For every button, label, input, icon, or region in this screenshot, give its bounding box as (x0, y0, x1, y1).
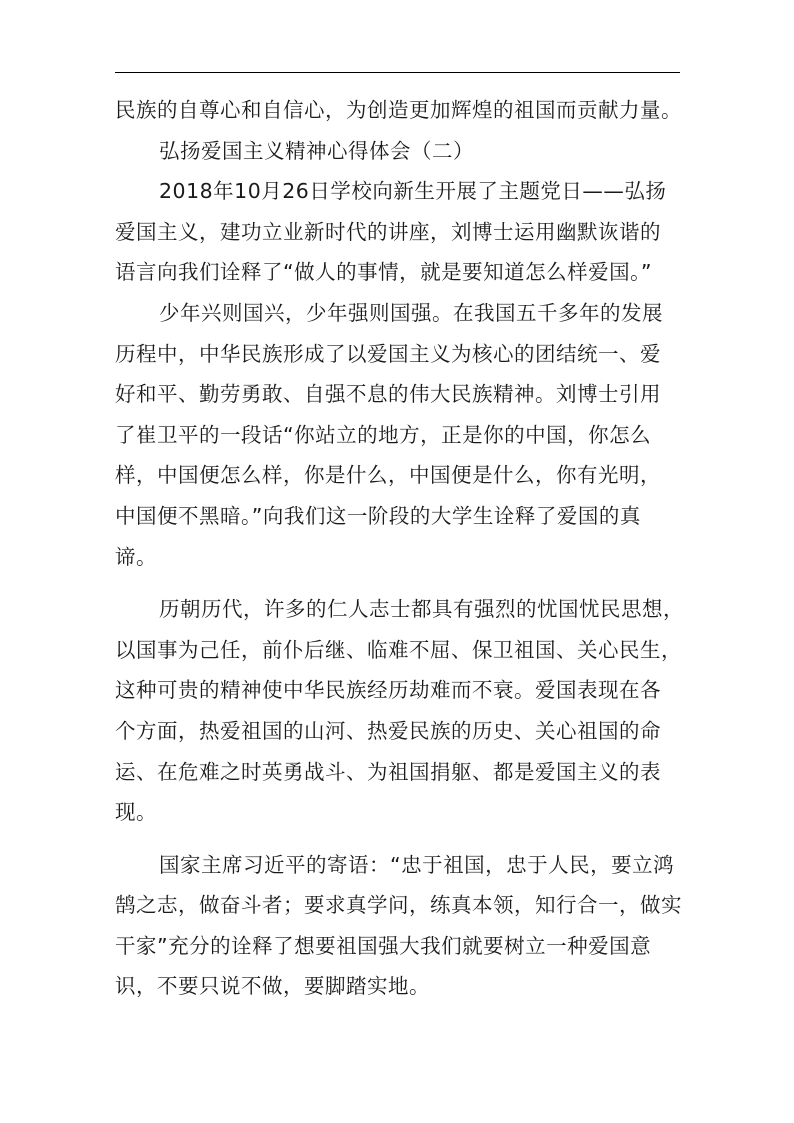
text-line: 样，中国便怎么样，你是什么，中国便是什么，你有光明， (115, 463, 661, 488)
text-line: 以国事为己任，前仆后继、临难不屈、保卫祖国、关心民生， (115, 637, 682, 662)
text-line: 干家”充分的诠释了想要祖国强大我们就要树立一种爱国意 (115, 933, 652, 958)
text-line: 爱国主义，建功立业新时代的讲座，刘博士运用幽默诙谐的 (115, 219, 661, 244)
document-body (115, 90, 684, 1007)
paragraph-gap (115, 833, 680, 845)
text-line: 运、在危难之时英勇战斗、为祖国捐躯、都是爱国主义的表 (115, 759, 661, 784)
paragraph-continuation (115, 90, 680, 131)
paragraph (115, 293, 680, 577)
paragraph (115, 171, 680, 293)
text-line: 语言向我们诠释了“做人的事情，就是要知道怎么样爱国。” (115, 260, 652, 285)
section-title (115, 131, 680, 172)
text-line: 识，不要只说不做，要脚踏实地。 (115, 974, 430, 999)
text-line: 历程中，中华民族形成了以爱国主义为核心的团结统一、爱 (115, 341, 661, 366)
text-line: 民族的自尊心和自信心，为创造更加辉煌的祖国而贡献力量。 (115, 98, 682, 122)
text-line: 国家主席习近平的寄语：“忠于祖国，忠于人民，要立鸿 (159, 852, 675, 877)
text-line: 中国便不黑暗。”向我们这一阶段的大学生诠释了爱国的真 (115, 503, 641, 528)
text-line: 了崔卫平的一段话“你站立的地方，正是你的中国，你怎么 (115, 422, 652, 447)
section-title-text: 弘扬爱国主义精神心得体会（二） (159, 138, 474, 163)
text-line: 谛。 (115, 544, 157, 569)
text-line: 2018年10月26日学校向新生开展了主题党日——弘扬 (159, 179, 667, 204)
paragraph (115, 845, 680, 1007)
text-line: 历朝历代，许多的仁人志士都具有强烈的忧国忧民思想， (159, 597, 684, 622)
header-rule (115, 72, 680, 73)
text-line: 鹄之志，做奋斗者；要求真学问，练真本领，知行合一，做实 (115, 893, 682, 918)
text-line: 现。 (115, 800, 157, 825)
text-line: 少年兴则国兴，少年强则国强。在我国五千多年的发展 (159, 300, 663, 325)
text-line: 这种可贵的精神使中华民族经历劫难而不衰。爱国表现在各 (115, 678, 661, 703)
text-line: 个方面，热爱祖国的山河、热爱民族的历史、关心祖国的命 (115, 718, 661, 743)
paragraph (115, 589, 684, 833)
paragraph-gap (115, 577, 680, 589)
text-line: 好和平、勤劳勇敢、自强不息的伟大民族精神。刘博士引用 (115, 382, 661, 407)
